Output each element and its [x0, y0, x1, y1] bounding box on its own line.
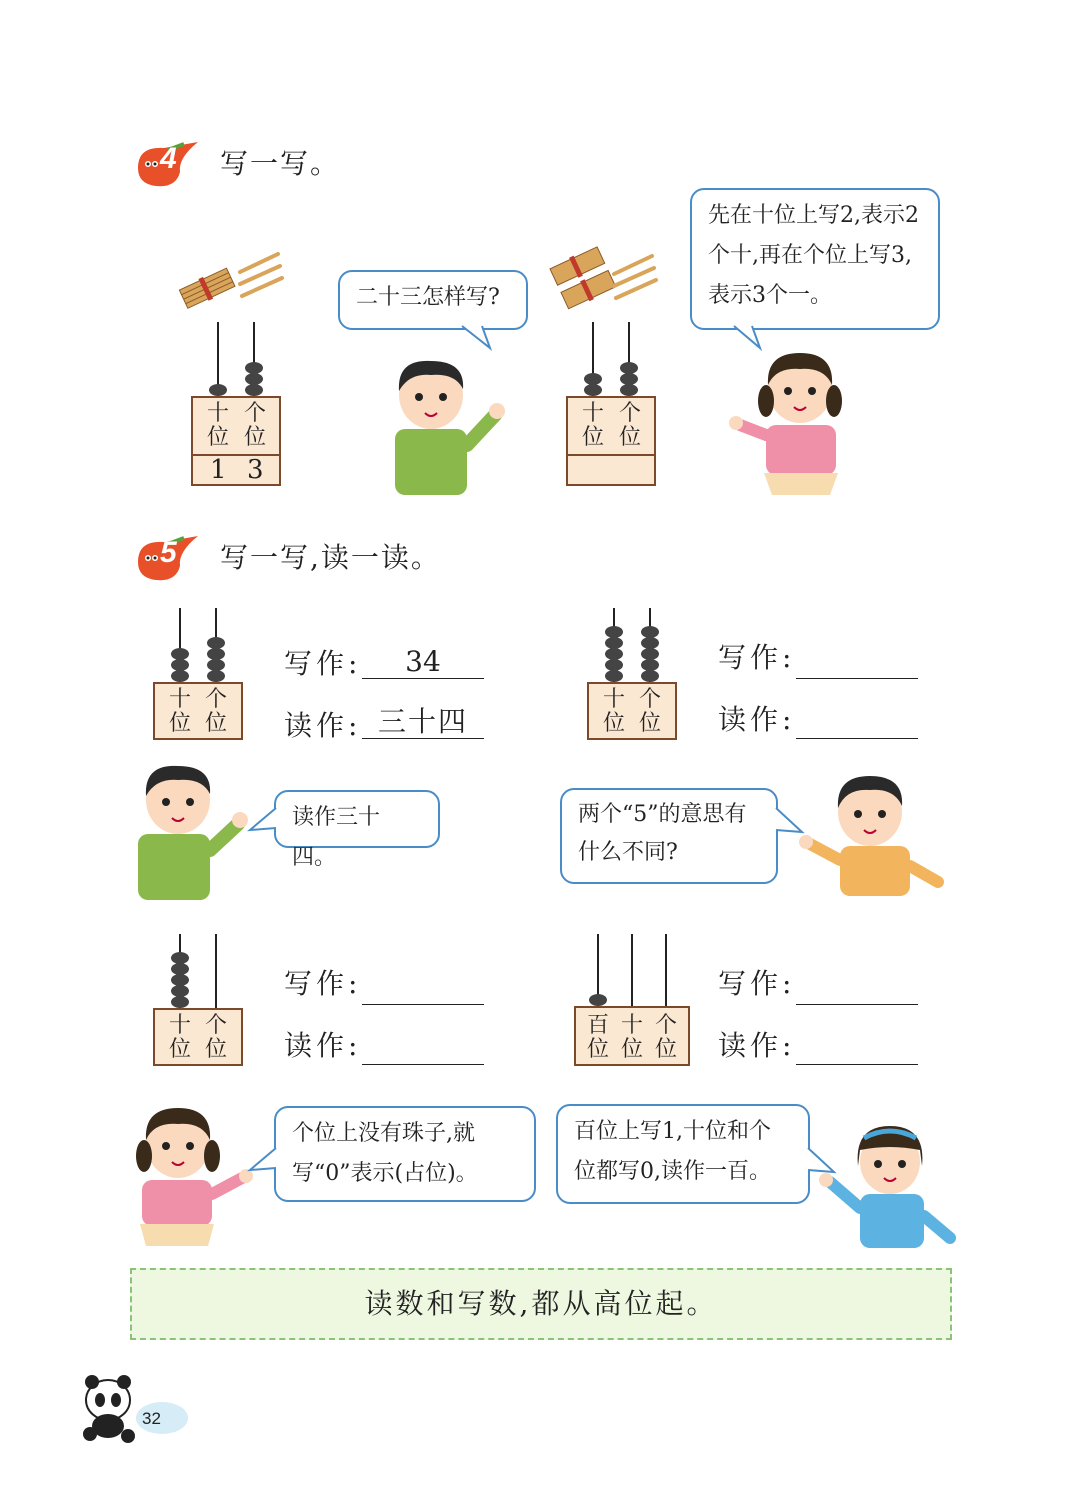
girl-character-icon [128, 1100, 258, 1250]
write-label: 写作: [718, 641, 796, 674]
task-5-title: 写一写,读一读。 [220, 541, 441, 574]
read-label: 读作: [284, 709, 362, 742]
read-answer: 三十四 [362, 704, 484, 739]
bubble-text: 读作三十四。 [292, 805, 381, 870]
speech-bubble [274, 790, 440, 870]
place-value-box [191, 396, 281, 486]
abacus-100-icon [574, 932, 690, 1010]
tens-label: 十 位 [206, 401, 229, 450]
write-label: 写作: [718, 967, 796, 1000]
bubble-text: 两个“5”的意思有什么不同? [578, 802, 747, 865]
girl-character-icon [730, 345, 860, 495]
ones-label: 个 位 [654, 1013, 677, 1062]
read-answer-blank[interactable] [362, 1030, 484, 1065]
write-label: 写作: [284, 967, 362, 1000]
bubble-tail-icon [250, 806, 278, 836]
abacus-13-icon [190, 320, 282, 400]
abacus-55-icon [586, 606, 678, 684]
sticks-bundles-icon [552, 246, 662, 316]
read-answer-blank[interactable] [796, 1030, 918, 1065]
write-answer-blank[interactable] [796, 970, 918, 1005]
bubble-text: 二十三怎样写? [356, 285, 500, 310]
ones-digit: 3 [247, 455, 264, 485]
boy-orange-character-icon [800, 770, 950, 900]
ones-label: 个 位 [204, 1013, 227, 1062]
ones-label: 个 位 [618, 401, 641, 450]
place-value-box-blank [566, 396, 656, 486]
ones-label: 个 位 [204, 687, 227, 736]
girl-blue-character-icon [820, 1120, 960, 1250]
abacus-34-icon [152, 606, 244, 684]
tens-label: 十 位 [168, 1013, 191, 1062]
abacus-23-icon [565, 320, 657, 400]
panda-icon [78, 1370, 190, 1442]
task-4-number: 4 [160, 142, 177, 175]
tens-label: 十 位 [168, 687, 191, 736]
tens-label: 十 位 [581, 401, 604, 450]
place-value-box [153, 682, 243, 740]
bubble-tail-icon [250, 1146, 278, 1176]
place-value-box [153, 1008, 243, 1066]
tens-digit: 1 [210, 455, 227, 485]
tens-label: 十 位 [620, 1013, 643, 1062]
read-label: 读作: [718, 1029, 796, 1062]
bubble-text: 百位上写1,十位和个位都写0,读作一百。 [574, 1119, 771, 1184]
tens-label: 十 位 [602, 687, 625, 736]
bubble-text: 个位上没有珠子,就写“0”表示(占位)。 [292, 1121, 478, 1186]
speech-bubble [690, 188, 940, 330]
abacus-50-icon [152, 932, 244, 1010]
ones-label: 个 位 [638, 687, 661, 736]
page-number: 32 [142, 1409, 161, 1428]
write-answer-blank[interactable] [796, 644, 918, 679]
boy-character-icon [385, 355, 505, 495]
read-label: 读作: [718, 703, 796, 736]
read-answer-blank[interactable] [796, 704, 918, 739]
ones-label: 个 位 [243, 401, 266, 450]
hundreds-label: 百 位 [586, 1013, 609, 1062]
bubble-text: 先在十位上写2,表示2个十,再在个位上写3,表示3个一。 [708, 203, 919, 308]
write-answer-blank[interactable] [362, 970, 484, 1005]
summary-box: 读数和写数,都从高位起。 [130, 1268, 952, 1340]
write-answer: 34 [362, 644, 484, 679]
task-5-number: 5 [160, 536, 177, 569]
speech-bubble [556, 1104, 810, 1204]
speech-bubble [560, 788, 778, 884]
speech-bubble [338, 270, 528, 330]
speech-bubble [274, 1106, 536, 1202]
place-value-box [587, 682, 677, 740]
bubble-tail-icon [460, 326, 500, 352]
write-label: 写作: [284, 647, 362, 680]
read-label: 读作: [284, 1029, 362, 1062]
boy-character-icon [132, 760, 252, 900]
task-4-title: 写一写。 [220, 147, 341, 180]
sticks-bundle-icon [178, 250, 288, 316]
